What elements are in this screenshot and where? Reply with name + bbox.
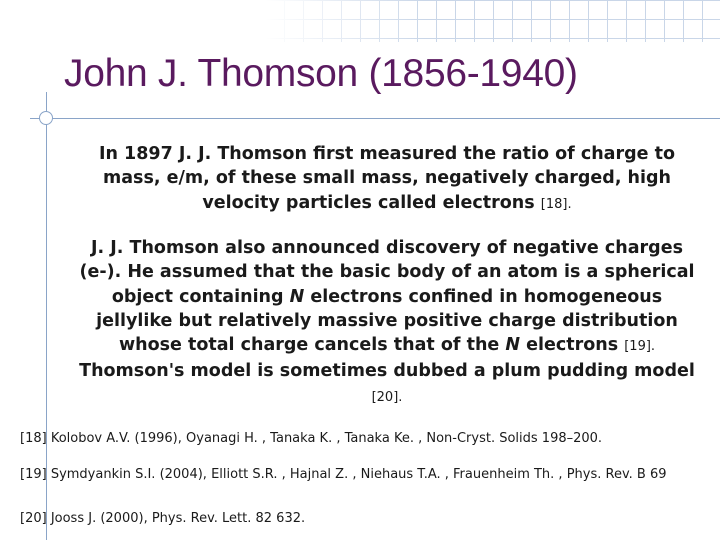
paragraph-text-part-c: electrons: [526, 335, 619, 356]
reference-18: [18] Kolobov A.V. (1996), Oyanagi H. , Tanaka K. , Tanaka Ke. , Non-Cryst. Solids 198–200.: [20, 431, 603, 446]
reference-20: [20] Jooss J. (2000), Phys. Rev. Lett. 82 632.: [20, 511, 306, 526]
citation-19: [19].: [624, 339, 656, 355]
paragraph-plum-pudding-model: [74, 236, 700, 410]
paragraph-measurement-text: In 1897 J. J. Thomson first measured the ratio of charge to mass, e/m, of these small mass, negatively charged, high velocity particles called electrons: [99, 144, 675, 213]
decorative-grid-pattern: [265, 0, 720, 42]
paragraph-text-part-d: Thomson's model is sometimes dubbed a plum pudding model: [79, 361, 695, 382]
paragraph-text-part-a: J. J. Thomson also announced discovery of negative charges (e-). He assumed that the basic body of an atom is a spherical object containing: [79, 238, 695, 307]
reference-19: [19] Symdyankin S.I. (2004), Elliott S.R. , Hajnal Z. , Niehaus T.A. , Frauenheim Th. , Phys. Rev. B 69: [20, 467, 667, 482]
paragraph-measurement: [74, 142, 700, 217]
n-symbol: N: [505, 335, 521, 356]
paragraph-text-part-b: electrons confined in homogeneous jellylike but relatively massive positive charge distribution whose total charge cancels that of the: [96, 286, 678, 356]
slide-title: John J. Thomson (1856-1940): [64, 52, 578, 95]
decorative-horizontal-line: [30, 118, 720, 119]
decorative-circle-icon: [39, 111, 53, 125]
citation-18: [18].: [540, 196, 572, 212]
n-symbol: N: [289, 286, 305, 307]
citation-20: [20].: [371, 389, 403, 405]
